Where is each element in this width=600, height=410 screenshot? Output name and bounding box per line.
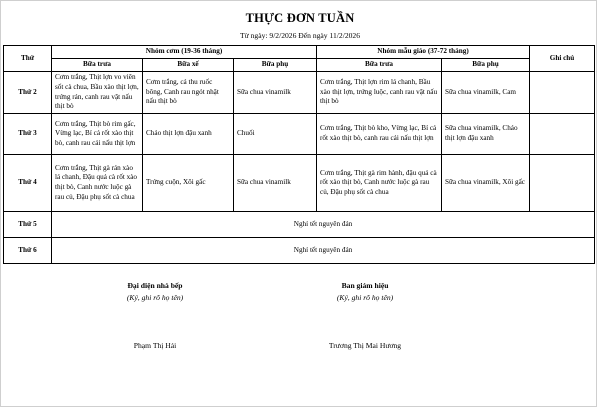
day-cell: Thứ 6 (4, 238, 52, 264)
signer-name-board: Trương Thị Mai Hương (328, 341, 402, 350)
header-row-meals (4, 59, 595, 72)
signature-block-kitchen (90, 281, 220, 302)
day-cell: Thứ 3 (4, 114, 52, 155)
page-title: THỰC ĐƠN TUẦN (245, 11, 355, 25)
table-row (4, 155, 595, 212)
signature-note: (Ký, ghi rõ họ tên) (126, 293, 184, 302)
g1-snack-cell: Chuối (234, 114, 317, 155)
g2-lunch-cell: Cơm trắng, Thịt gà rim hành, đậu quả cà rốt xào thịt bò, Canh nước luộc gà rau củ, Đậu phụ sốt cà chua (317, 155, 442, 212)
signature-role: Ban giám hiệu (341, 281, 389, 290)
header-group-mau-giao: Nhóm mẫu giáo (37-72 tháng) (317, 46, 530, 59)
header-g1-afternoon: Bữa xế (143, 59, 234, 72)
g1-lunch-cell: Cơm trắng, Thịt bò rim gấc, Vừng lạc, Bí cả rốt xào thịt bò, canh rau cải nấu thịt lợn (52, 114, 143, 155)
header-g2-lunch: Bữa trưa (317, 59, 442, 72)
note-cell (530, 114, 595, 155)
g1-afternoon-cell: Trứng cuộn, Xôi gấc (143, 155, 234, 212)
day-cell: Thứ 2 (4, 72, 52, 114)
header-row-groups (4, 46, 595, 59)
header-g1-lunch: Bữa trưa (52, 59, 143, 72)
g2-snack-cell: Sữa chua vinamilk, Xôi gấc (442, 155, 530, 212)
g1-snack-cell: Sữa chua vinamilk (234, 155, 317, 212)
signature-block-board (300, 281, 430, 302)
table-row (4, 72, 595, 114)
header-day: Thứ (4, 46, 52, 72)
g1-snack-cell: Sữa chua vinamilk (234, 72, 317, 114)
note-cell (530, 155, 595, 212)
day-cell: Thứ 5 (4, 212, 52, 238)
g2-snack-cell: Sữa chua vinamilk, Cam (442, 72, 530, 114)
table-row-holiday (4, 212, 595, 238)
header-g1-snack: Bữa phụ (234, 59, 317, 72)
g2-lunch-cell: Cơm trắng, Thịt lợn rim lá chanh, Bầu xào thịt lợn, trứng luộc, canh rau vặt nấu thịt bò (317, 72, 442, 114)
g1-afternoon-cell: Cháo thịt lợn đậu xanh (143, 114, 234, 155)
holiday-cell: Nghỉ tết nguyên đán (52, 212, 595, 238)
g2-snack-cell: Sữa chua vinamilk, Cháo thịt lợn đậu xanh (442, 114, 530, 155)
header-note: Ghi chú (530, 46, 595, 72)
header-group-nhom-com: Nhóm cơm (19-36 tháng) (52, 46, 317, 59)
g1-afternoon-cell: Cơm trắng, cá thu ruốc bông, Canh rau ngót nhật nấu thịt bò (143, 72, 234, 114)
table-row-holiday (4, 238, 595, 264)
signature-note: (Ký, ghi rõ họ tên) (336, 293, 394, 302)
date-range: Từ ngày: 9/2/2026 Đến ngày 11/2/2026 (239, 31, 361, 40)
day-cell: Thứ 4 (4, 155, 52, 212)
signer-name-kitchen: Phạm Thị Hải (133, 341, 177, 350)
g1-lunch-cell: Cơm trắng, Thịt gà rán xào lá chanh, Đậu quả cà rốt xào thịt bò, Canh nước luộc gà rau củ, Đậu phụ sốt cà chua (52, 155, 143, 212)
header-g2-snack: Bữa phụ (442, 59, 530, 72)
table-row (4, 114, 595, 155)
weekly-menu-table (3, 45, 595, 264)
signature-role: Đại diện nhà bếp (127, 281, 183, 290)
g2-lunch-cell: Cơm trắng, Thịt bò kho, Vừng lạc, Bí cả rốt xào thịt bò, canh rau cải nấu thịt lợn (317, 114, 442, 155)
holiday-cell: Nghỉ tết nguyên đán (52, 238, 595, 264)
note-cell (530, 72, 595, 114)
g1-lunch-cell: Cơm trắng, Thịt lợn vo viên sốt cà chua, Bầu xào thịt lợn, trứng rán, canh rau vặt nấu thịt bò (52, 72, 143, 114)
